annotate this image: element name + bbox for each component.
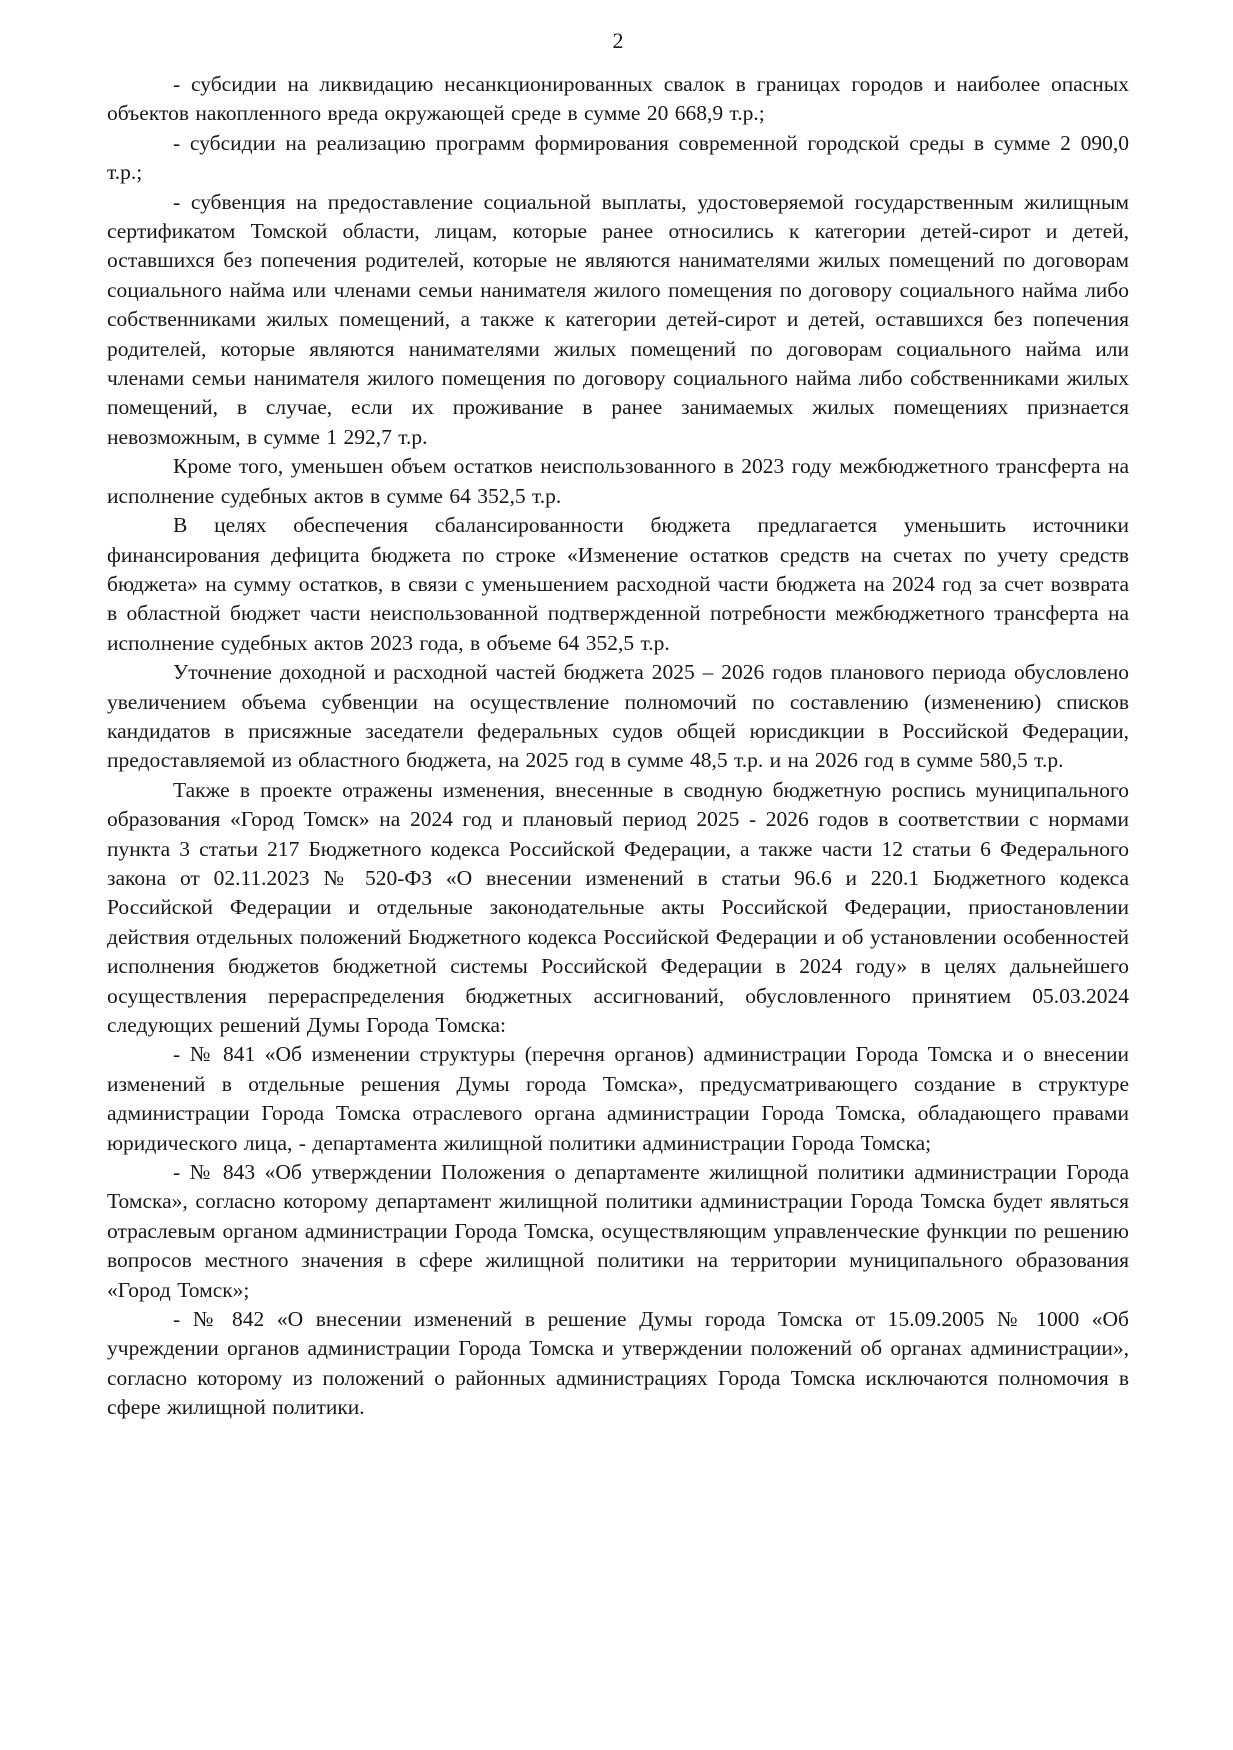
- paragraph: - субсидии на реализацию программ формирования современной городской среды в сумме 2 090,0 т.р.;: [107, 130, 1129, 185]
- paragraph: - № 841 «Об изменении структуры (перечня органов) администрации Города Томска и о внесении изменений в отдельные решения Думы города Томска», предусматривающего создание в структуре администрации Города Томска отраслевого органа администрации Города Томска, обладающего правами юридического лица, - департамента жилищной политики администрации Города Томска;: [107, 1042, 1129, 1155]
- paragraph: В целях обеспечения сбалансированности бюджета предлагается уменьшить источники финансирования дефицита бюджета по строке «Изменение остатков средств на счетах по учету средств бюджета» на сумму остатков, в связи с уменьшением расходной части бюджета на 2024 год за счет возврата в областной бюджет части неиспользованной подтвержденной потребности межбюджетного трансферта на исполнение судебных актов 2023 года, в объеме 64 352,5 т.р.: [107, 513, 1129, 655]
- paragraph: Также в проекте отражены изменения, внесенные в сводную бюджетную роспись муниципального образования «Город Томск» на 2024 год и плановый период 2025 - 2026 годов в соответствии с нормами пункта 3 статьи 217 Бюджетного кодекса Российской Федерации, а также части 12 статьи 6 Федерального закона от 02.11.2023 № 520-ФЗ «О внесении изменений в статьи 96.6 и 220.1 Бюджетного кодекса Российской Федерации и отдельные законодательные акты Российской Федерации, приостановлении действия отдельных положений Бюджетного кодекса Российской Федерации и об установлении особенностей исполнения бюджетов бюджетной системы Российской Федерации в 2024 году» в целях дальнейшего осуществления перераспределения бюджетных ассигнований, обусловленного принятием 05.03.2024 следующих решений Думы Города Томска:: [107, 777, 1129, 1037]
- paragraph: - субсидии на ликвидацию несанкционированных свалок в границах городов и наиболее опасных объектов накопленного вреда окружающей среде в сумме 20 668,9 т.р.;: [107, 72, 1129, 126]
- paragraph: - № 842 «О внесении изменений в решение Думы города Томска от 15.09.2005 № 1000 «Об учреждении органов администрации Города Томска и утверждении положений об органах администрации», согласно которому из положений о районных администрациях Города Томска исключаются полномочия в сфере жилищной политики.: [107, 1307, 1129, 1420]
- paragraph: - субвенция на предоставление социальной выплаты, удостоверяемой государственным жилищным сертификатом Томской области, лицам, которые ранее относились к категории детей-сирот и детей, оставшихся без попечения родителей, которые не являются нанимателями жилых помещений по договорам социального найма или членами семьи нанимателя жилого помещения по договору социального найма либо собственниками жилых помещений, а также к категории детей-сирот и детей, оставшихся без попечения родителей, которые являются нанимателями жилых помещений по договорам социального найма или членами семьи нанимателя жилого помещения по договору социального найма либо собственниками жилых помещений, в случае, если их проживание в ранее занимаемых жилых помещениях признается невозможным, в сумме 1 292,7 т.р.: [107, 189, 1129, 449]
- document-body: [107, 70, 1129, 1423]
- page-number: 2: [612, 28, 624, 53]
- paragraph: Кроме того, уменьшен объем остатков неиспользованного в 2023 году межбюджетного трансферта на исполнение судебных актов в сумме 64 352,5 т.р.: [107, 454, 1129, 508]
- paragraph: - № 843 «Об утверждении Положения о департаменте жилищной политики администрации Города Томска», согласно которому департамент жилищной политики администрации Города Томска будет являться отраслевым органом администрации Города Томска, осуществляющим управленческие функции по решению вопросов местного значения в сфере жилищной политики на территории муниципального образования «Город Томск»;: [107, 1160, 1129, 1302]
- paragraph: Уточнение доходной и расходной частей бюджета 2025 – 2026 годов планового периода обусловлено увеличением объема субвенции на осуществление полномочий по составлению (изменению) списков кандидатов в присяжные заседатели федеральных судов общей юрисдикции в Российской Федерации, предоставляемой из областного бюджета, на 2025 год в сумме 48,5 т.р. и на 2026 год в сумме 580,5 т.р.: [107, 660, 1129, 773]
